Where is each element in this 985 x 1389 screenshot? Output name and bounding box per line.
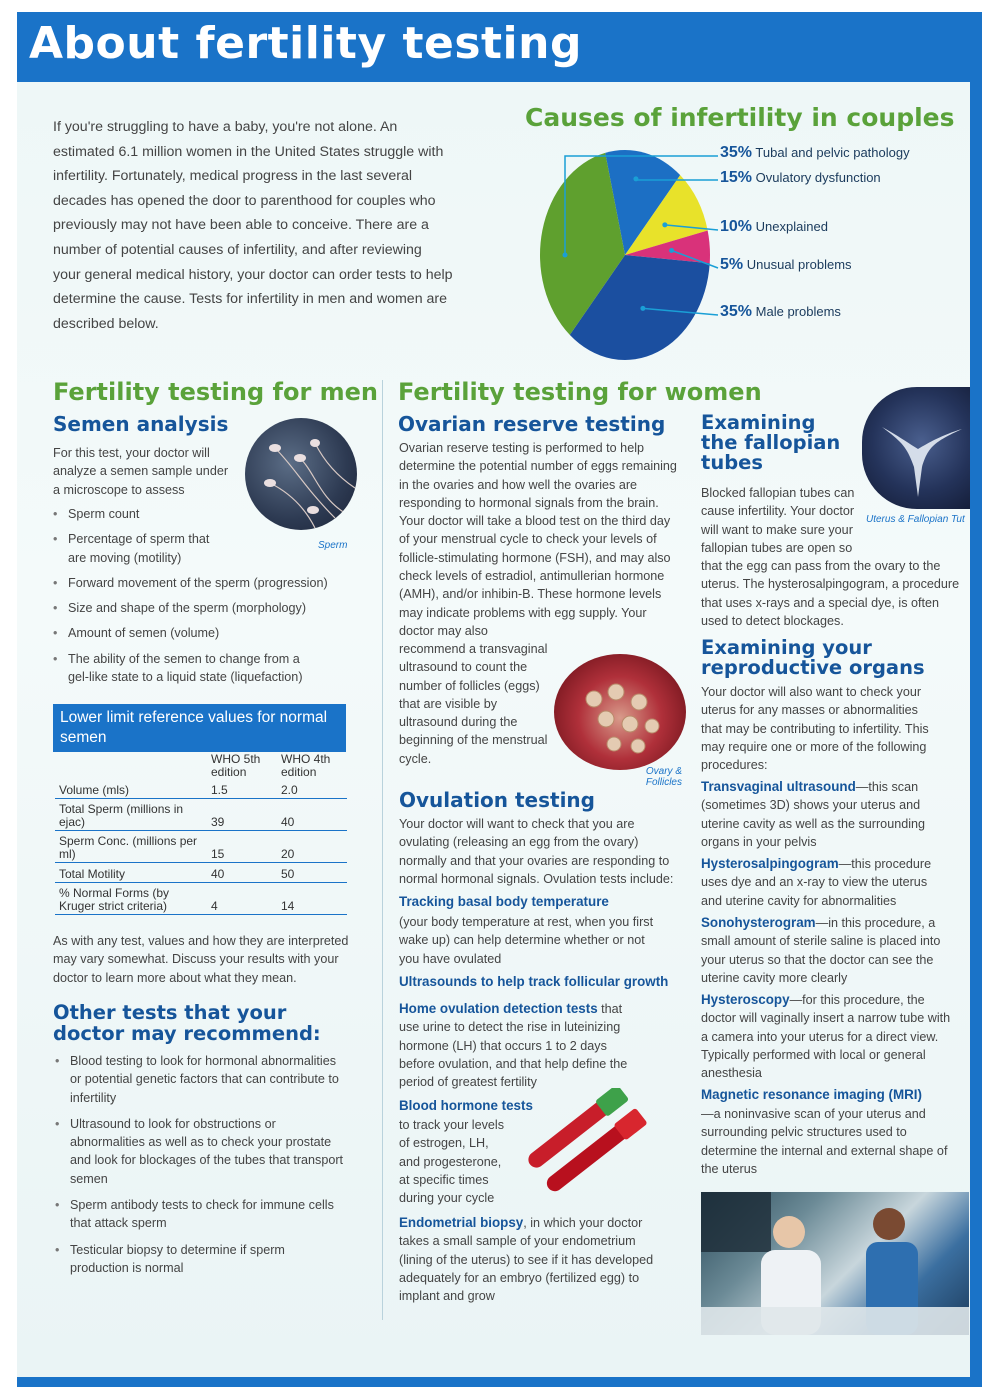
pie-legend-4 bbox=[720, 256, 852, 274]
pie-leader-dot bbox=[669, 248, 674, 253]
pie-leader-dot bbox=[563, 253, 568, 258]
hsg-title: Hysterosalpingogram bbox=[701, 856, 839, 871]
repro-text: Your doctor will also want to check your uterus for any masses or abnormalities that may be contributing to infertility. This may require one or more of the following procedures: bbox=[701, 685, 929, 773]
other-test-item: • Testicular biopsy to determine if sperm production is normal bbox=[55, 1241, 347, 1278]
hyst-desc: —for this procedure, the doctor will vaginally insert a narrow tube with a camera into your uterus for a direct view. Typically performed with local or general anesthesia bbox=[701, 993, 951, 1081]
col-who4: WHO 4th edition bbox=[281, 752, 331, 779]
repro-heading: Examining your reproductive organs bbox=[701, 636, 925, 679]
doctor-patient-photo bbox=[701, 1192, 969, 1335]
col-who5: WHO 5th edition bbox=[211, 752, 261, 779]
sperm-caption: Sperm bbox=[318, 540, 348, 551]
home-test-text bbox=[399, 1000, 644, 1091]
pie-title: Causes of infertility in couples bbox=[525, 103, 955, 132]
pie-leader-dot bbox=[662, 222, 667, 227]
pie-pct-1: 35% bbox=[720, 144, 753, 161]
mri-text: —a noninvasive scan of your uterus and surrounding pelvic structures used to determine the internal and external shape of the uterus bbox=[701, 1107, 948, 1176]
fallopian-desc: Blocked fallopian tubes can cause infertility. Your doctor will want to make sure your fallopian tubes are open so that the egg can pass from the ovary to the uterus. The hysterosalpingogram, a procedure that uses x-rays and a special dye, is often used to detect blockages. bbox=[701, 486, 960, 629]
semen-bullets bbox=[53, 505, 348, 686]
semen-intro: For this test, your doctor will analyze a semen sample under a microscope to assess bbox=[53, 446, 229, 497]
semen-bullet: • Amount of semen (volume) bbox=[53, 624, 348, 642]
semen-bullet: • Percentage of sperm that are moving (motility) bbox=[53, 530, 228, 567]
uterus-caption: Uterus & Fallopian Tut bbox=[866, 514, 965, 525]
frame-bottom bbox=[17, 1377, 982, 1387]
table-header-row bbox=[55, 752, 347, 780]
follicles-icon bbox=[554, 654, 686, 770]
table-row: % Normal Forms (by Kruger strict criteria) 4 14 bbox=[55, 882, 347, 914]
blood-test-text: to track your levels of estrogen, LH, and progesterone, at specific times during your cycle bbox=[399, 1118, 504, 1206]
hsg-desc: —this procedure uses dye and an x-ray to view the uterus and uterine cavity for abnormalities bbox=[701, 857, 932, 908]
pie-legend-2 bbox=[720, 169, 881, 187]
pie-label-1: Tubal and pelvic pathology bbox=[755, 145, 910, 160]
sono-title: Sonohysterogram bbox=[701, 915, 816, 930]
fallopian-text bbox=[701, 484, 966, 630]
hyst-text bbox=[701, 991, 951, 1082]
mri-title: Magnetic resonance imaging (MRI) bbox=[701, 1087, 922, 1102]
hyst-title: Hysteroscopy bbox=[701, 992, 790, 1007]
page-title: About fertility testing bbox=[29, 18, 582, 69]
pie-pct-3: 10% bbox=[720, 218, 753, 235]
ultrasound-title: Ultrasounds to help track follicular growth bbox=[399, 974, 669, 989]
intro-paragraph: If you're struggling to have a baby, you're not alone. An estimated 6.1 million women in the United States struggle with infertility. Fortunately, medical progress in the last several decades has opened the door to parenthood for couples who previously may not have been able to conceive. There are a number of potential causes of infertility, and after reviewing your general medical history, your doctor can order tests to help determine the cause. Tests for infertility in men and women are described below. bbox=[53, 119, 453, 332]
pie-leader-dot bbox=[640, 306, 645, 311]
table-row: Sperm Conc. (millions per ml) 15 20 bbox=[55, 830, 347, 862]
pie-pct-2: 15% bbox=[720, 169, 753, 186]
semen-heading: Semen analysis bbox=[53, 412, 229, 436]
test-tubes-icon bbox=[512, 1088, 662, 1208]
bbt-text: (your body temperature at rest, when you first wake up) can help determine whether or not you have ovulated bbox=[399, 915, 654, 966]
other-test-item: • Ultrasound to look for obstructions or abnormalities as well as to check your prostate and look for blockages of the tubes that transport semen bbox=[55, 1115, 347, 1188]
bbt-title: Tracking basal body temperature bbox=[399, 894, 609, 909]
home-test-desc: that use urine to detect the rise in luteinizing hormone (LH) that occurs 1 to 2 days before ovulation, and that help define the period of greatest fertility bbox=[399, 1002, 628, 1090]
tv-title: Transvaginal ultrasound bbox=[701, 779, 856, 794]
pie-legend-5 bbox=[720, 303, 841, 321]
table-note: As with any test, values and how they are interpreted may vary somewhat. Discuss your results with your doctor to learn more about what they mean. bbox=[53, 934, 349, 985]
men-heading: Fertility testing for men bbox=[53, 378, 379, 406]
ovarian-text: Ovarian reserve testing is performed to help determine the potential number of eggs remaining in the ovaries and how well the ovaries are responding to hormonal signals from the brain. Your doctor will take a blood test on the third day of your menstrual cycle to check your levels of follicle-stimulating hormone (FSH), and may also check levels of estradiol, antimullerian hormone (AMH), and/or inhibin-B. These hormone levels may indicate problems with egg supply. Your doctor may also bbox=[399, 441, 677, 638]
title-banner bbox=[17, 12, 970, 82]
pie-leader-dot bbox=[633, 176, 638, 181]
sono-desc: —in this procedure, a small amount of sterile saline is placed into your uterus so that the doctor can see the uterine cavity more clearly bbox=[701, 916, 941, 985]
column-divider bbox=[382, 380, 383, 1320]
pie-label-2: Ovulatory dysfunction bbox=[755, 170, 881, 185]
pie-legend-1 bbox=[720, 144, 910, 162]
home-test-title: Home ovulation detection tests bbox=[399, 1001, 598, 1016]
other-tests-list bbox=[55, 1052, 347, 1277]
pie-pct-4: 5% bbox=[720, 256, 744, 273]
doctor-patient-illustration bbox=[701, 1192, 969, 1335]
semen-bullet: • The ability of the semen to change from a gel-like state to a liquid state (liquefaction) bbox=[53, 650, 323, 687]
semen-bullet: • Sperm count bbox=[53, 505, 348, 523]
reference-table-title: Lower limit reference values for normal semen bbox=[53, 704, 346, 752]
pie-pct-5: 35% bbox=[720, 303, 753, 320]
blood-test-title: Blood hormone tests bbox=[399, 1098, 533, 1113]
pie-label-5: Male problems bbox=[755, 304, 841, 319]
reference-table bbox=[55, 752, 347, 915]
other-test-item: • Blood testing to look for hormonal abnormalities or potential genetic factors that can contribute to infertility bbox=[55, 1052, 347, 1107]
other-test-item: • Sperm antibody tests to check for immune cells that attack sperm bbox=[55, 1196, 347, 1233]
tv-text bbox=[701, 778, 951, 851]
pie-label-4: Unusual problems bbox=[746, 257, 852, 272]
ovarian-text-2: recommend a transvaginal ultrasound to count the number of follicles (eggs) that are visible by ultrasound during the beginning of the menstrual cycle. bbox=[399, 642, 548, 766]
tv-desc: —this scan (sometimes 3D) shows your uterus and uterine cavity as well as the surrounding organs in your pelvis bbox=[701, 780, 926, 849]
semen-bullet: • Size and shape of the sperm (morphology) bbox=[53, 599, 348, 617]
pie-legend-3 bbox=[720, 218, 828, 236]
endometrial-title: Endometrial biopsy bbox=[399, 1215, 524, 1230]
other-tests-heading: Other tests that your doctor may recommend: bbox=[53, 1001, 321, 1045]
semen-bullet: • Forward movement of the sperm (progression) bbox=[53, 574, 348, 592]
ovary-image bbox=[554, 654, 686, 770]
endometrial-text bbox=[399, 1214, 661, 1305]
ovary-caption: Ovary & Follicles bbox=[645, 766, 682, 788]
endometrial-desc: , in which your doctor takes a small sample of your endometrium (lining of the uterus) to see if it has developed adequately for an embryo (fertilized egg) to implant and grow bbox=[399, 1216, 654, 1304]
float-spacer bbox=[858, 484, 966, 539]
hsg-text bbox=[701, 855, 951, 910]
table-row: Total Motility 40 50 bbox=[55, 862, 347, 882]
table-row: Volume (mls) 1.5 2.0 bbox=[55, 780, 347, 798]
ovarian-heading: Ovarian reserve testing bbox=[398, 412, 666, 436]
fallopian-heading: Examining the fallopian tubes bbox=[701, 411, 841, 474]
table-row: Total Sperm (millions in ejac) 39 40 bbox=[55, 798, 347, 830]
sono-text bbox=[701, 914, 953, 987]
women-heading: Fertility testing for women bbox=[398, 378, 762, 406]
ovulation-heading: Ovulation testing bbox=[399, 788, 595, 812]
ovulation-text: Your doctor will want to check that you are ovulating (releasing an egg from the ovary) normally and that your ovaries are responding to normal hormonal signals. Ovulation tests include: bbox=[399, 817, 674, 886]
pie-label-3: Unexplained bbox=[755, 219, 828, 234]
